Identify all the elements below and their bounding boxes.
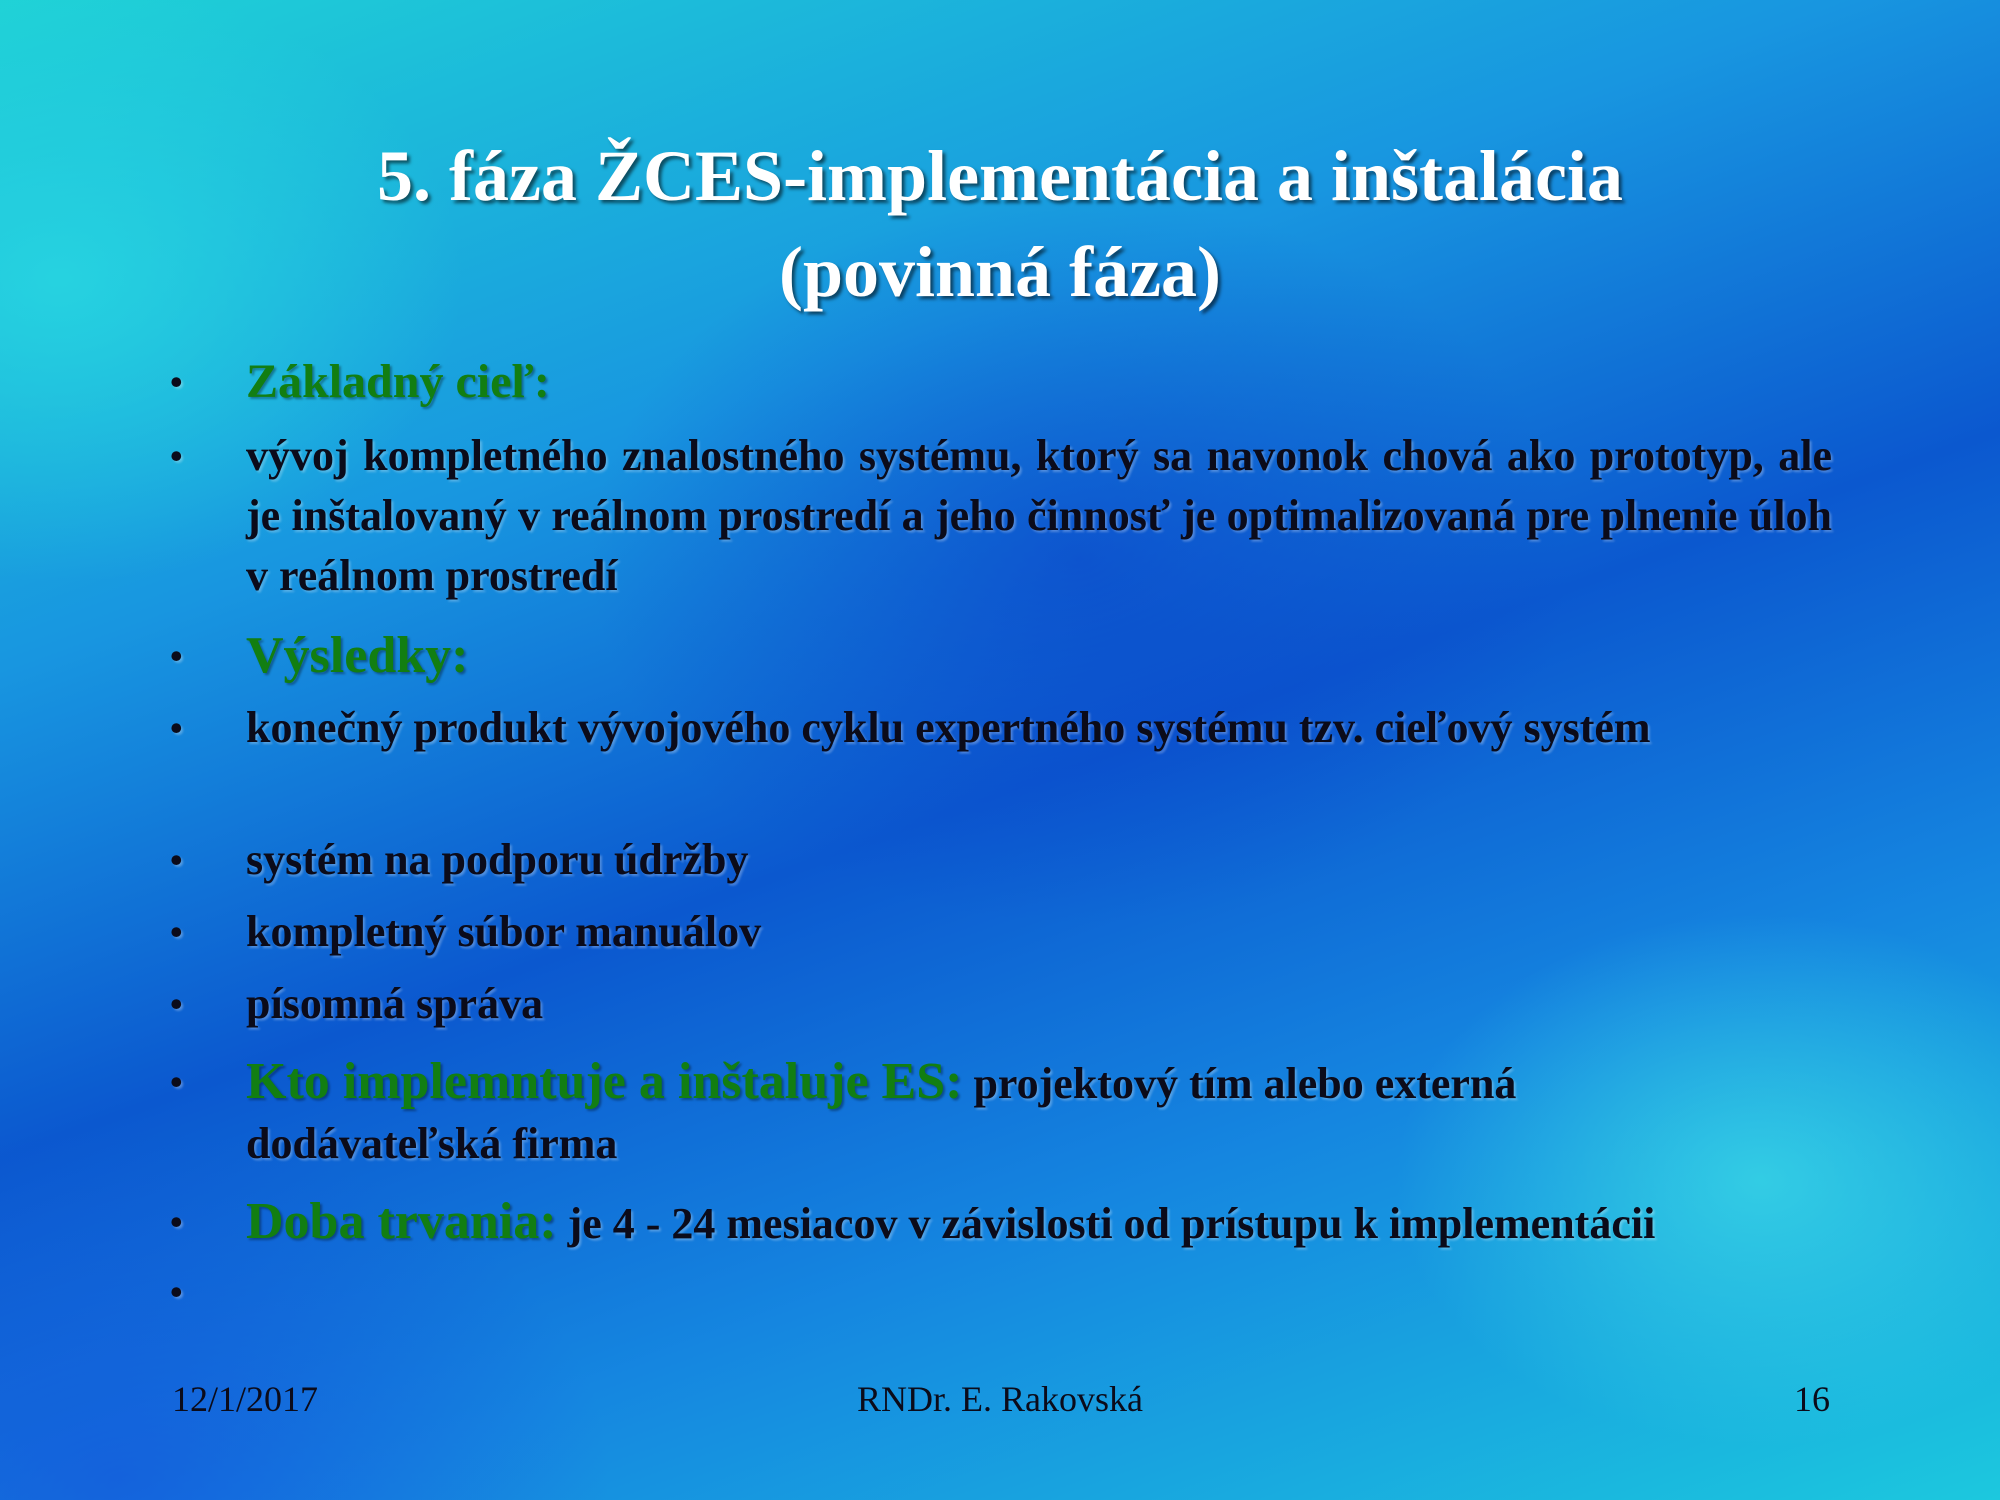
bullet: • [170,1272,183,1312]
bullet: • [170,840,183,880]
who-text: projektový tím alebo externá dodávateľská firma [246,1059,1517,1168]
result-2-text: systém na podporu údržby [246,835,749,884]
footer-page-number: 16 [1794,1379,1830,1419]
result-4-text: písomná správa [246,979,544,1028]
list-item-result-3 [170,902,1832,962]
bullet: • [170,1062,183,1102]
bullet: • [170,984,183,1024]
footer-date: 12/1/2017 [172,1379,319,1419]
bullet: • [170,636,183,676]
list-item-who [170,1052,1666,1174]
result-3-text: kompletný súbor manuálov [246,907,762,956]
bullet: • [170,436,183,476]
bullet: • [170,912,183,952]
goal-text: vývoj kompletného znalostného systému, ktorý sa navonok chová ako prototyp, ale je inštalovaný v reálnom prostredí a jeho činnosť je optimalizovaná pre plnenie úloh v reálnom prostredí [246,431,1832,600]
results-heading: Výsledky: [246,627,469,684]
list-item-result-2 [170,830,1832,890]
goal-heading: Základný cieľ: [246,355,550,408]
list-item-goal-text [170,426,1832,606]
bullet: • [170,1202,183,1242]
list-item-result-1 [170,698,1726,758]
footer-author: RNDr. E. Rakovská [857,1379,1143,1419]
result-1-text: konečný produkt vývojového cyklu expertného systému tzv. cieľový systém [246,703,1651,752]
list-item-result-4 [170,974,1832,1034]
title-line-2: (povinná fáza) [778,232,1222,312]
duration-text: je 4 - 24 mesiacov v závislosti od prístupu k implementácii [556,1199,1656,1248]
list-item-goal-heading [170,352,1832,412]
bullet: • [170,708,183,748]
list-item-duration [170,1192,1886,1254]
duration-label: Doba trvania: [246,1193,557,1250]
title-line-1: 5. fáza ŽCES-implementácia a inštalácia [377,136,1623,216]
list-item-results-heading [170,626,1832,686]
who-label: Kto implemntuje a inštaluje ES: [246,1053,963,1110]
bullet: • [170,362,183,402]
